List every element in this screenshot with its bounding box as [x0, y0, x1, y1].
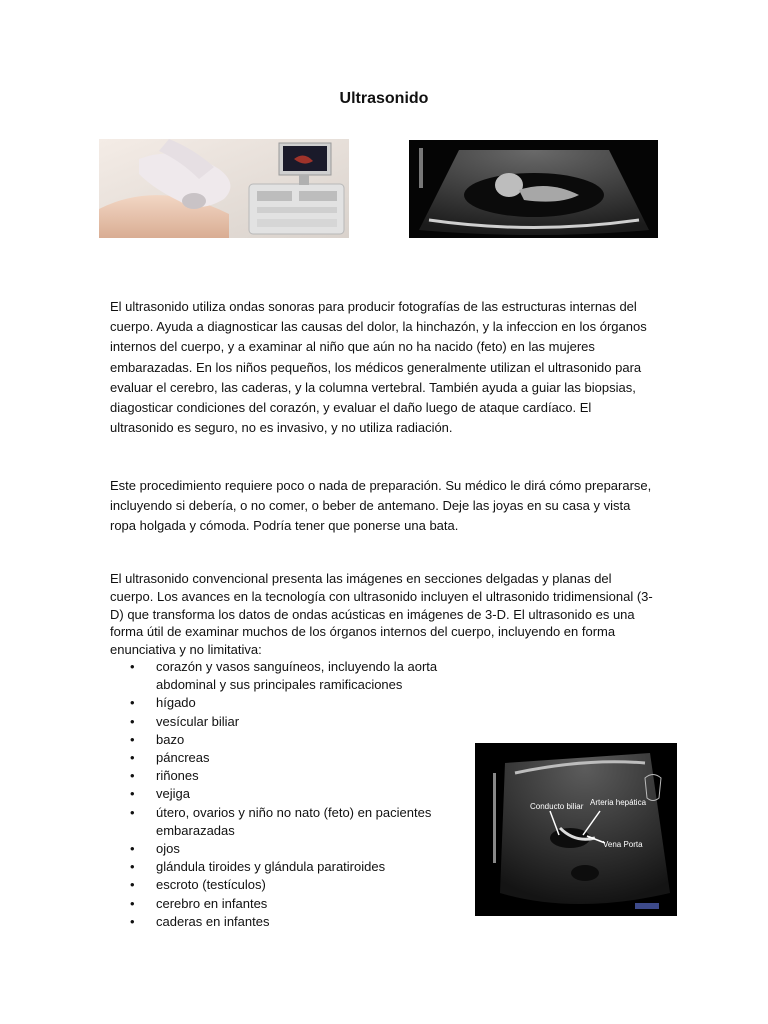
liver-ultrasound-image	[475, 743, 677, 916]
bullet-icon: •	[130, 859, 135, 875]
bullet-icon: •	[130, 731, 135, 747]
bullet-icon: •	[130, 695, 135, 711]
fetal-ultrasound-image	[409, 140, 658, 238]
conventional-ultrasound-paragraph: El ultrasonido convencional presenta las imágenes en secciones delgadas y planas del cuerpo. Los avances en la tecnología con ultrasonido incluyen el ultrasonido tridimensional (3-D) que transforma los datos de ondas acústicas en imágenes de 3-D. El ultrasonido es una forma útil de examinar muchos de los órganos internos del cuerpo, incluyendo en forma enunciativa y no limitativa:	[110, 571, 653, 658]
hepatic-artery-label: Arteria hepática	[590, 798, 647, 807]
intro-paragraph: El ultrasonido utiliza ondas sonoras para producir fotografías de las estructuras internas del cuerpo. Ayuda a diagnosticar las causas del dolor, la hinchazón, y la infeccion en los órganos internos del cuerpo, y a examinar al niño que aún no ha nacido (feto) en las mujeres embarazadas. En los niños pequeños, los médicos generalmente utilizan el ultrasonido para evaluar el cerebro, las caderas, y la columna vertebral. También ayuda a guiar las biopsias, diagosticar condiciones del corazón, y evaluar el daño luego de ataque cardíaco. El ultrasonido es seguro, no es invasivo, y no utiliza radiación.	[110, 299, 647, 436]
bullet-icon: •	[130, 804, 135, 820]
portal-vein-label: Vena Porta	[603, 840, 643, 849]
list-item: • riñones	[110, 767, 470, 785]
ultrasound-exam-photo	[99, 139, 349, 238]
list-item: • páncreas	[110, 749, 470, 767]
bullet-icon: •	[130, 786, 135, 802]
bullet-icon: •	[130, 841, 135, 857]
bullet-icon: •	[130, 768, 135, 784]
list-item: • corazón y vasos sanguíneos, incluyendo la aorta abdominal y sus principales ramificaciones	[130, 659, 438, 693]
list-item: • bazo	[110, 731, 470, 749]
preparation-paragraph: Este procedimiento requiere poco o nada de preparación. Su médico le dirá cómo prepararse, incluyendo si debería, o no comer, o beber de antemano. Deje las joyas en su casa y vista ropa holgada y cómoda. Podría tener que ponerse una bata.	[110, 478, 652, 534]
list-item: • caderas en infantes	[110, 913, 470, 931]
bullet-icon: •	[130, 659, 135, 674]
organ-list	[110, 658, 470, 931]
list-item: • escroto (testículos)	[110, 876, 470, 894]
list-item: • útero, ovarios y niño no nato (feto) en pacientes embarazadas	[130, 804, 432, 838]
list-item: • ojos	[110, 840, 470, 858]
list-item: • vejiga	[110, 785, 470, 803]
page-title: Ultrasonido	[339, 90, 429, 107]
bullet-icon: •	[130, 877, 135, 893]
bullet-icon: •	[130, 913, 135, 929]
list-item: • cerebro en infantes	[110, 895, 470, 913]
list-item: • glándula tiroides y glándula paratiroides	[110, 858, 470, 876]
bullet-icon: •	[130, 895, 135, 911]
bullet-icon: •	[130, 713, 135, 729]
list-item: • vesícular biliar	[110, 713, 470, 731]
bile-duct-label: Conducto biliar	[530, 802, 584, 811]
list-item: • hígado	[110, 694, 470, 712]
bullet-icon: •	[130, 750, 135, 766]
